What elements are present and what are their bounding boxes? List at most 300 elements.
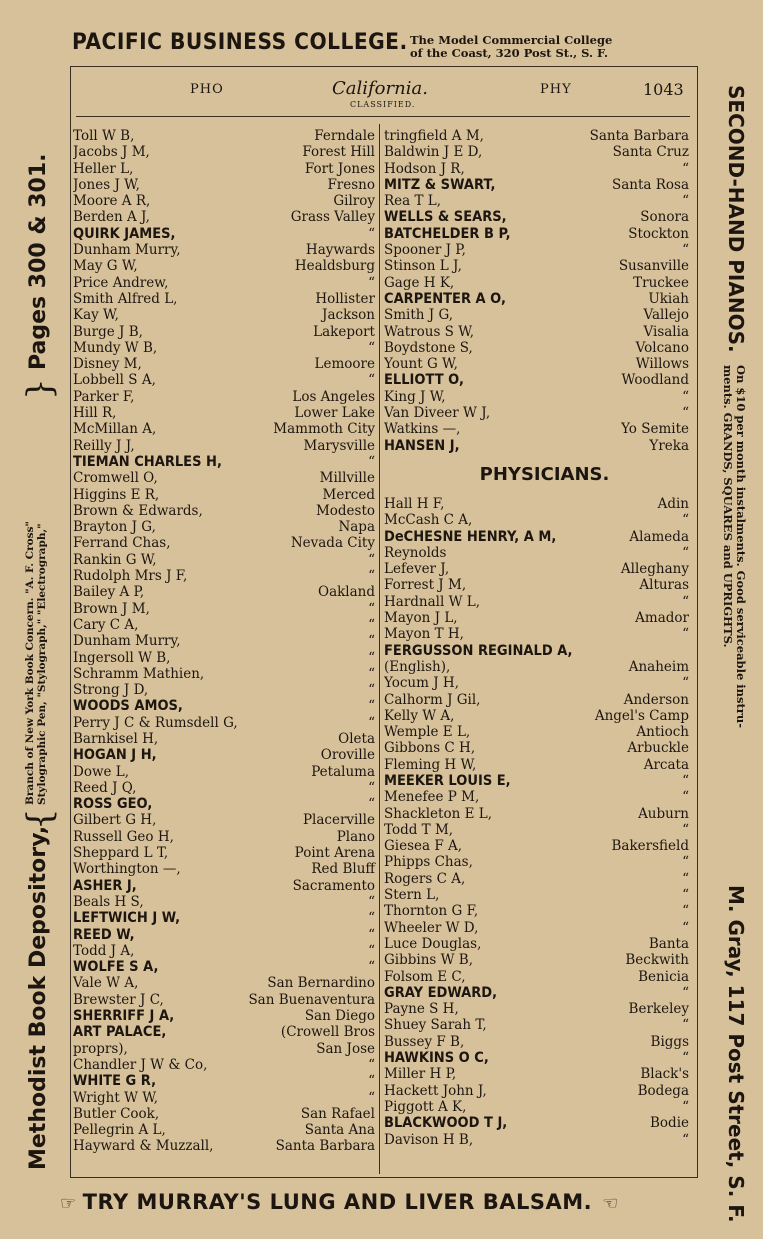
directory-entry [384,773,689,789]
directory-entry [384,1017,689,1033]
directory-entry [384,887,689,903]
entry-name: ELLIOTT O, [384,372,464,389]
entry-name: Boydstone S, [384,339,473,356]
entry-name: Rea T L, [384,193,442,210]
directory-entry [384,561,689,577]
entry-name: Cary C A, [73,616,139,633]
directory-entry [73,975,375,991]
directory-entry [73,601,375,617]
entry-place: “ [682,772,689,789]
entry-place: Amador [635,610,689,627]
directory-entry [384,144,689,160]
directory-entry [384,626,689,642]
entry-place: “ [682,388,689,405]
entry-name: King J W, [384,388,446,405]
entry-place: Santa Barbara [589,128,689,144]
entry-place: “ [368,1073,375,1090]
directory-entry [384,952,689,968]
entry-place: “ [682,1017,689,1034]
directory-entry [384,675,689,691]
directory-entry [73,258,375,274]
entry-place: Los Angeles [292,388,375,405]
entry-name: ASHER J, [73,877,137,894]
right-ad-address: M. Gray, 117 Post Street, S. F. [724,885,748,1223]
entry-name: Payne S H, [384,1001,459,1018]
entry-place: “ [682,160,689,177]
entry-name: Pellegrin A L, [73,1122,166,1139]
entry-name: Stern L, [384,887,440,904]
entry-place: Alturas [639,577,689,594]
entry-name: Toll W B, [73,128,135,144]
entry-place: “ [682,984,689,1001]
entry-name: BLACKWOOD T J, [384,1115,508,1132]
entry-name: May G W, [73,258,138,275]
directory-entry [73,324,375,340]
directory-entry [384,610,689,626]
entry-place: “ [682,675,689,692]
entry-place: “ [368,339,375,356]
directory-entry [73,812,375,828]
entry-name: Shuey Sarah T, [384,1017,487,1034]
entry-name: Disney M, [73,356,142,373]
entry-name: HOGAN J H, [73,747,157,764]
directory-entry [73,666,375,682]
entry-place: San Rafael [300,1105,375,1122]
entry-name: Hodson J R, [384,160,465,177]
left-ad-detail [24,405,48,805]
entry-place: (Crowell Bros [280,1024,375,1041]
entry-place: Santa Cruz [612,144,689,161]
directory-entry [384,822,689,838]
directory-entry [73,226,375,242]
entry-place: Santa Barbara [275,1138,375,1155]
directory-entry [73,894,375,910]
directory-entry [384,275,689,291]
directory-entry [73,487,375,503]
entry-name: FERGUSSON REGINALD A, [384,642,573,659]
header-rule [76,116,690,117]
entry-place: Willows [635,356,689,373]
directory-entry [384,1001,689,1017]
directory-entry [384,985,689,1001]
directory-entry [73,356,375,372]
entry-place: San Jose [316,1040,375,1057]
entry-name: Mundy W B, [73,339,158,356]
right-ad-detail [721,365,747,895]
entry-place: “ [682,626,689,643]
right-column [384,128,689,1148]
directory-entry [73,568,375,584]
entry-place: Healdsburg [294,258,375,275]
entry-place: Lemoore [314,356,375,373]
directory-entry [384,1099,689,1115]
left-ad-detail-line2: Stylographic Pen, "Stylograph," "Electrograph," [36,523,48,805]
entry-name: Gibbins W B, [384,952,473,969]
directory-entry [384,161,689,177]
entry-name: Worthington —, [73,861,181,878]
directory-entry [384,496,689,512]
directory-entry [384,438,689,454]
entry-place: Truckee [633,274,689,291]
entry-name: Reynolds [384,544,447,561]
entry-name: ROSS GEO, [73,796,153,813]
entry-name: Barnkisel H, [73,730,159,747]
directory-entry [384,724,689,740]
directory-entry [73,829,375,845]
entry-place: “ [368,665,375,682]
entry-name: tringfield A M, [384,128,484,144]
directory-entry [73,992,375,1008]
directory-entry [73,1106,375,1122]
entry-place: “ [682,854,689,871]
entry-name: ART PALACE, [73,1024,167,1041]
directory-entry [384,512,689,528]
entry-place: Volcano [635,339,689,356]
directory-entry [384,209,689,225]
directory-entry [73,682,375,698]
directory-entry [384,307,689,323]
entry-name: Van Diveer W J, [384,405,491,422]
directory-entry [384,372,689,388]
entry-name: WHITE G R, [73,1073,157,1090]
entry-name: Mayon T H, [384,626,464,643]
entry-name: Bussey F B, [384,1033,465,1050]
entry-place: Yo Semite [621,421,689,438]
entry-name: SHERRIFF J A, [73,1008,175,1025]
entry-name: Folsom E C, [384,968,466,985]
left-ad-brace-close: } [20,378,60,400]
entry-name: Jacobs J M, [73,144,150,161]
directory-entry [73,747,375,763]
entry-name: Thornton G F, [384,903,479,920]
entry-place: “ [682,242,689,259]
directory-entry [73,177,375,193]
entry-place: “ [682,789,689,806]
entry-place: “ [682,903,689,920]
directory-entry [384,242,689,258]
directory-entry [73,715,375,731]
entry-name: Miller H P, [384,1066,457,1083]
entry-place: “ [682,1131,689,1148]
entry-name: Strong J D, [73,682,149,699]
entry-place: Nevada City [290,535,375,552]
directory-entry [384,545,689,561]
directory-entry [73,421,375,437]
directory-entry [73,959,375,975]
entry-place: Santa Ana [304,1122,375,1139]
directory-entry [73,519,375,535]
entry-place: Bodega [637,1082,689,1099]
entry-place: “ [682,870,689,887]
entry-place: “ [368,616,375,633]
entry-name: Todd J A, [73,942,135,959]
left-column [73,128,375,1155]
entry-place: Haywards [305,242,375,259]
entry-place: Bakersfield [611,838,689,855]
header-state: California. [332,78,428,99]
header-left-keyword: PHO [190,82,224,97]
entry-name: Dunham Murry, [73,633,181,650]
directory-entry [384,291,689,307]
entry-name: Sheppard L T, [73,845,169,862]
left-ad-detail-line1: Branch of New York Book Concern. "A. F. Cross" [24,521,36,805]
entry-place: Stockton [628,225,689,242]
entry-name: TIEMAN CHARLES H, [73,453,222,470]
entry-name: WELLS & SEARS, [384,209,507,226]
directory-entry [73,1057,375,1073]
bottom-banner-text: TRY MURRAY'S LUNG AND LIVER BALSAM. [82,1190,593,1214]
directory-entry [73,161,375,177]
entry-place: Auburn [638,805,689,822]
entry-name: LEFTWICH J W, [73,910,181,927]
entry-place: Susanville [618,258,689,275]
directory-entry [73,1024,375,1040]
entry-place: “ [368,682,375,699]
entry-name: Brayton J G, [73,519,156,536]
entry-place: “ [368,600,375,617]
directory-entry [384,594,689,610]
entry-place: “ [368,926,375,943]
entry-name: Lobbell S A, [73,372,156,389]
directory-entry [73,372,375,388]
directory-entry [73,242,375,258]
entry-place: “ [368,893,375,910]
directory-entry [384,854,689,870]
entry-name: Parker F, [73,388,135,405]
entry-place: San Diego [304,1008,375,1025]
directory-entry [384,643,689,659]
entry-name: Mayon J L, [384,610,458,627]
entry-place: Bodie [650,1115,689,1132]
entry-place: Beckwith [625,952,689,969]
directory-entry [73,780,375,796]
entry-place: Marysville [303,437,375,454]
directory-entry [73,438,375,454]
directory-entry [384,1132,689,1148]
entry-name: Piggott A K, [384,1098,467,1115]
directory-entry [73,650,375,666]
directory-entry [384,806,689,822]
entry-place: Lakeport [313,323,375,340]
entry-name: McMillan A, [73,421,157,438]
entry-name: Schramm Mathien, [73,665,205,682]
entry-place: Lower Lake [294,405,375,422]
directory-entry [73,1138,375,1154]
entry-name: Menefee P M, [384,789,480,806]
entry-place: Napa [338,519,375,536]
directory-entry [384,740,689,756]
entry-place: Alameda [629,528,689,545]
top-banner-subtitle-line1: The Model Commercial College [410,33,613,47]
entry-name: WOLFE S A, [73,959,159,976]
entry-place: “ [368,698,375,715]
entry-name: Yount G W, [384,356,458,373]
entry-place: Vallejo [643,307,689,324]
entry-name: Hall H F, [384,495,445,512]
directory-entry [73,144,375,160]
entry-name: Lefever J, [384,561,450,578]
directory-entry [73,454,375,470]
directory-entry [384,757,689,773]
entry-name: Cromwell O, [73,470,158,487]
entry-name: Spooner J P, [384,242,466,259]
entry-place: Mammoth City [273,421,375,438]
entry-place: Grass Valley [290,209,375,226]
directory-entry [384,577,689,593]
entry-name: Brewster J C, [73,991,164,1008]
entry-place: Black's [640,1066,689,1083]
entry-name: Watkins —, [384,421,461,438]
directory-entry [73,1090,375,1106]
entry-place: San Buenaventura [248,991,375,1008]
directory-entry [384,871,689,887]
entry-place: “ [682,593,689,610]
right-ad-detail-line1: On $10 per month instalments. Good serviceable instru- [734,365,748,728]
entry-place: Petaluma [311,763,375,780]
entry-name: Gibbons C H, [384,740,476,757]
entry-place: “ [368,568,375,585]
entry-name: Burge J B, [73,323,143,340]
directory-entry [384,1034,689,1050]
entry-place: Fresno [327,176,375,193]
directory-entry [73,796,375,812]
entry-place: Anaheim [628,658,689,675]
entry-place: Benicia [638,968,689,985]
bottom-advertisement-banner [60,1190,700,1224]
entry-place: Plano [336,828,375,845]
directory-entry [73,1073,375,1089]
page-number: 1043 [643,80,684,99]
right-column-photographers [384,128,689,454]
entry-name: Fleming H W, [384,756,477,773]
entry-name: Hackett John J, [384,1082,487,1099]
directory-entry [73,1008,375,1024]
running-header [70,78,696,110]
entry-name: Butler Cook, [73,1105,160,1122]
entry-place: “ [368,1089,375,1106]
entry-place: “ [368,910,375,927]
entry-place: Placerville [302,812,375,829]
directory-entry [73,927,375,943]
entry-name: HANSEN J, [384,437,460,454]
entry-place: Fort Jones [304,160,375,177]
entry-place: Biggs [650,1033,689,1050]
directory-entry [73,340,375,356]
directory-entry [73,1041,375,1057]
directory-entry [384,356,689,372]
entry-name: Giesea F A, [384,838,463,855]
entry-place: “ [682,405,689,422]
entry-place: Merced [322,486,375,503]
entry-place: “ [368,551,375,568]
entry-place: “ [368,649,375,666]
top-banner-title: PACIFIC BUSINESS COLLEGE. [72,30,408,55]
entry-place: Sacramento [292,877,375,894]
directory-entry [384,838,689,854]
entry-name: Gilbert G H, [73,812,157,829]
entry-place: “ [682,512,689,529]
entry-place: “ [682,544,689,561]
entry-place: Forest Hill [302,144,375,161]
directory-entry [384,1066,689,1082]
entry-name: Smith J G, [384,307,454,324]
entry-place: Hollister [315,290,375,307]
entry-name: Hill R, [73,405,117,422]
entry-place: “ [682,193,689,210]
entry-place: Alleghany [620,561,689,578]
entry-name: BATCHELDER B P, [384,225,511,242]
entry-name: Forrest J M, [384,577,467,594]
entry-name: Stinson L J, [384,258,462,275]
directory-entry [384,789,689,805]
directory-entry [73,128,375,144]
entry-place: Oleta [338,730,375,747]
directory-entry [73,193,375,209]
entry-name: Gage H K, [384,274,455,291]
directory-entry [384,421,689,437]
directory-entry [73,698,375,714]
entry-place: Modesto [315,502,375,519]
entry-name: Vale W A, [73,975,139,992]
entry-name: Jones J W, [73,176,140,193]
entry-name: Russell Geo H, [73,828,174,845]
entry-place: Arcata [643,756,689,773]
entry-name: QUIRK JAMES, [73,225,176,242]
directory-entry [384,226,689,242]
entry-name: Kay W, [73,307,119,324]
entry-name: Wemple E L, [384,724,471,741]
directory-entry [384,1050,689,1066]
directory-entry [384,177,689,193]
entry-name: Brown & Edwards, [73,502,203,519]
entry-place: Ukiah [648,290,689,307]
entry-name: Reed J Q, [73,779,137,796]
entry-place: “ [368,714,375,731]
entry-name: Ingersoll W B, [73,649,171,666]
entry-name: Berden A J, [73,209,150,226]
directory-entry [384,708,689,724]
right-ad-title: SECOND-HAND PIANOS. [724,85,748,353]
top-advertisement-banner [0,26,763,64]
directory-entry [384,258,689,274]
column-divider [379,124,380,1174]
entry-place: San Bernardino [267,975,375,992]
directory-entry [384,969,689,985]
entry-place: Millville [319,470,375,487]
directory-entry [73,291,375,307]
left-ad-title: Methodist Book Depository, [26,825,51,1170]
entry-place: Oakland [318,584,375,601]
entry-name: Price Andrew, [73,274,169,291]
entry-name: Reilly J J, [73,437,135,454]
directory-entry [73,845,375,861]
entry-name: Wheeler W D, [384,919,479,936]
entry-name: CARPENTER A O, [384,290,506,307]
entry-name: (English), [384,658,451,675]
directory-entry [73,878,375,894]
directory-entry [384,340,689,356]
entry-name: Calhorm J Gil, [384,691,481,708]
entry-name: Phipps Chas, [384,854,473,871]
directory-entry [73,275,375,291]
entry-place: “ [682,1098,689,1115]
directory-entry [73,389,375,405]
directory-entry [73,405,375,421]
entry-name: Hayward & Muzzall, [73,1138,214,1155]
entry-place: “ [368,274,375,291]
entry-name: proprs), [73,1040,128,1057]
entry-place: “ [682,1050,689,1067]
